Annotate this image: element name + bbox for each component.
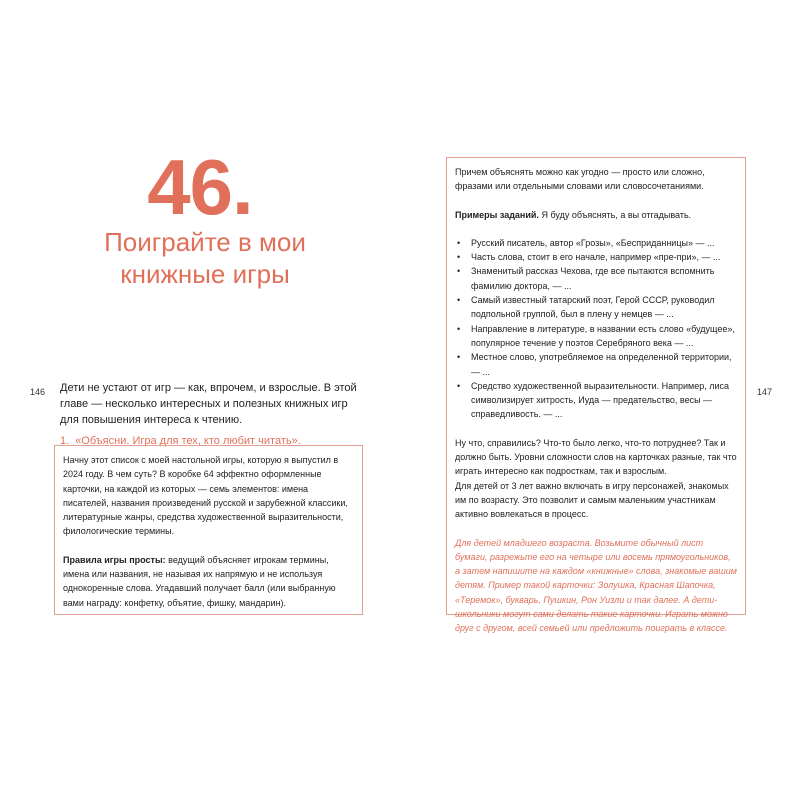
examples-intro-text: Я буду объяснять, а вы отгадывать. xyxy=(538,209,692,220)
chapter-title-line-2: книжные игры xyxy=(120,259,290,289)
examples-label: Примеры заданий. xyxy=(455,209,539,220)
list-item: • Знаменитый рассказ Чехова, где все пытаются вспомнить фамилию доктора, — ... xyxy=(455,264,737,293)
page-number-right: 147 xyxy=(757,387,773,397)
explain-paragraph: Причем объяснять можно как угодно — просто или сложно, фразами или отдельными словами или словосочетаниями. xyxy=(455,167,705,192)
section-title: «Объясни. Игра для тех, кто любит читать». xyxy=(75,435,301,447)
page-number-left: 146 xyxy=(30,387,46,397)
examples-box xyxy=(446,157,746,634)
game-description-box xyxy=(54,445,363,615)
result-paragraph: Ну что, справились? Что-то было легко, что-то потруднее? Так и должно быть. Уровни сложности слов на карточках разные, так что играть интересно как подросткам, так и взрослым. xyxy=(455,437,737,477)
younger-kids-note: Для детей младшего возраста. Возьмите обычный лист бумаги, разрежьте его на четыре или восемь прямоугольников, а затем напишите на каждом «книжные» слова, знакомые вашим детям. Пример такой карточки: Золушка, Красная Шапочка, «Теремок», букварь, Пушкин, Рон Уизли и так далее. А дети-школьники могут сами делать такие карточки. Играть можно друг с другом, всей семьей или предложить поиграть в классе. xyxy=(455,537,737,634)
list-item: • Часть слова, стоит в его начале, например «пре-при», — ... xyxy=(455,250,737,264)
rules-text: ведущий объясняет игрокам термины, имена или названия, не называя их напрямую и не используя однокоренные слова. Угадавший получает балл (или выбранную вами награду: конфетку, объятие, фишку, мандарин). xyxy=(63,554,336,608)
age-paragraph: Для детей от 3 лет важно включать в игру персонажей, знакомых им по возрасту. Это позволит и самым маленьким участникам активно вовлекаться в процесс. xyxy=(455,480,729,520)
chapter-title-line-1: Поиграйте в мои xyxy=(104,227,306,257)
intro-paragraph: Дети не устают от игр — как, впрочем, и взрослые. В этой главе — несколько интересных и полезных книжных игр для повышения интереса к чтению. xyxy=(60,382,357,426)
examples-intro xyxy=(455,208,737,222)
list-item: • Русский писатель, автор «Грозы», «Бесприданницы» — ... xyxy=(455,236,737,250)
chapter-title xyxy=(0,226,410,290)
list-item: • Местное слово, употребляемое на определенной территории, — ... xyxy=(455,350,737,379)
list-item: • Самый известный татарский поэт, Герой СССР, руководил подпольной группой, был в плену у немцев — ... xyxy=(455,293,737,322)
section-number: 1. xyxy=(60,435,70,447)
chapter-number: 46. xyxy=(147,143,253,231)
rules-label: Правила игры просты: xyxy=(63,554,166,565)
description-paragraph: Начну этот список с моей настольной игры, которую я выпустил в 2024 году. В чем суть? В коробке 64 эффектно оформленные карточки, на каждой из которых — семь элементов: имена писателей, названия произведений русской и зарубежной классики, литературные жанры, средства художественной выразительности, филологические термины. xyxy=(63,455,348,537)
examples-list xyxy=(455,236,737,422)
rules-paragraph xyxy=(63,553,354,610)
list-item: • Направление в литературе, в названии есть слово «будущее», популярное течение у поэтов Серебряного века — ... xyxy=(455,322,737,351)
list-item: • Средство художественной выразительности. Например, лиса символизирует хитрость, Иуда — предательство, весы — справедливость. — ... xyxy=(455,379,737,422)
